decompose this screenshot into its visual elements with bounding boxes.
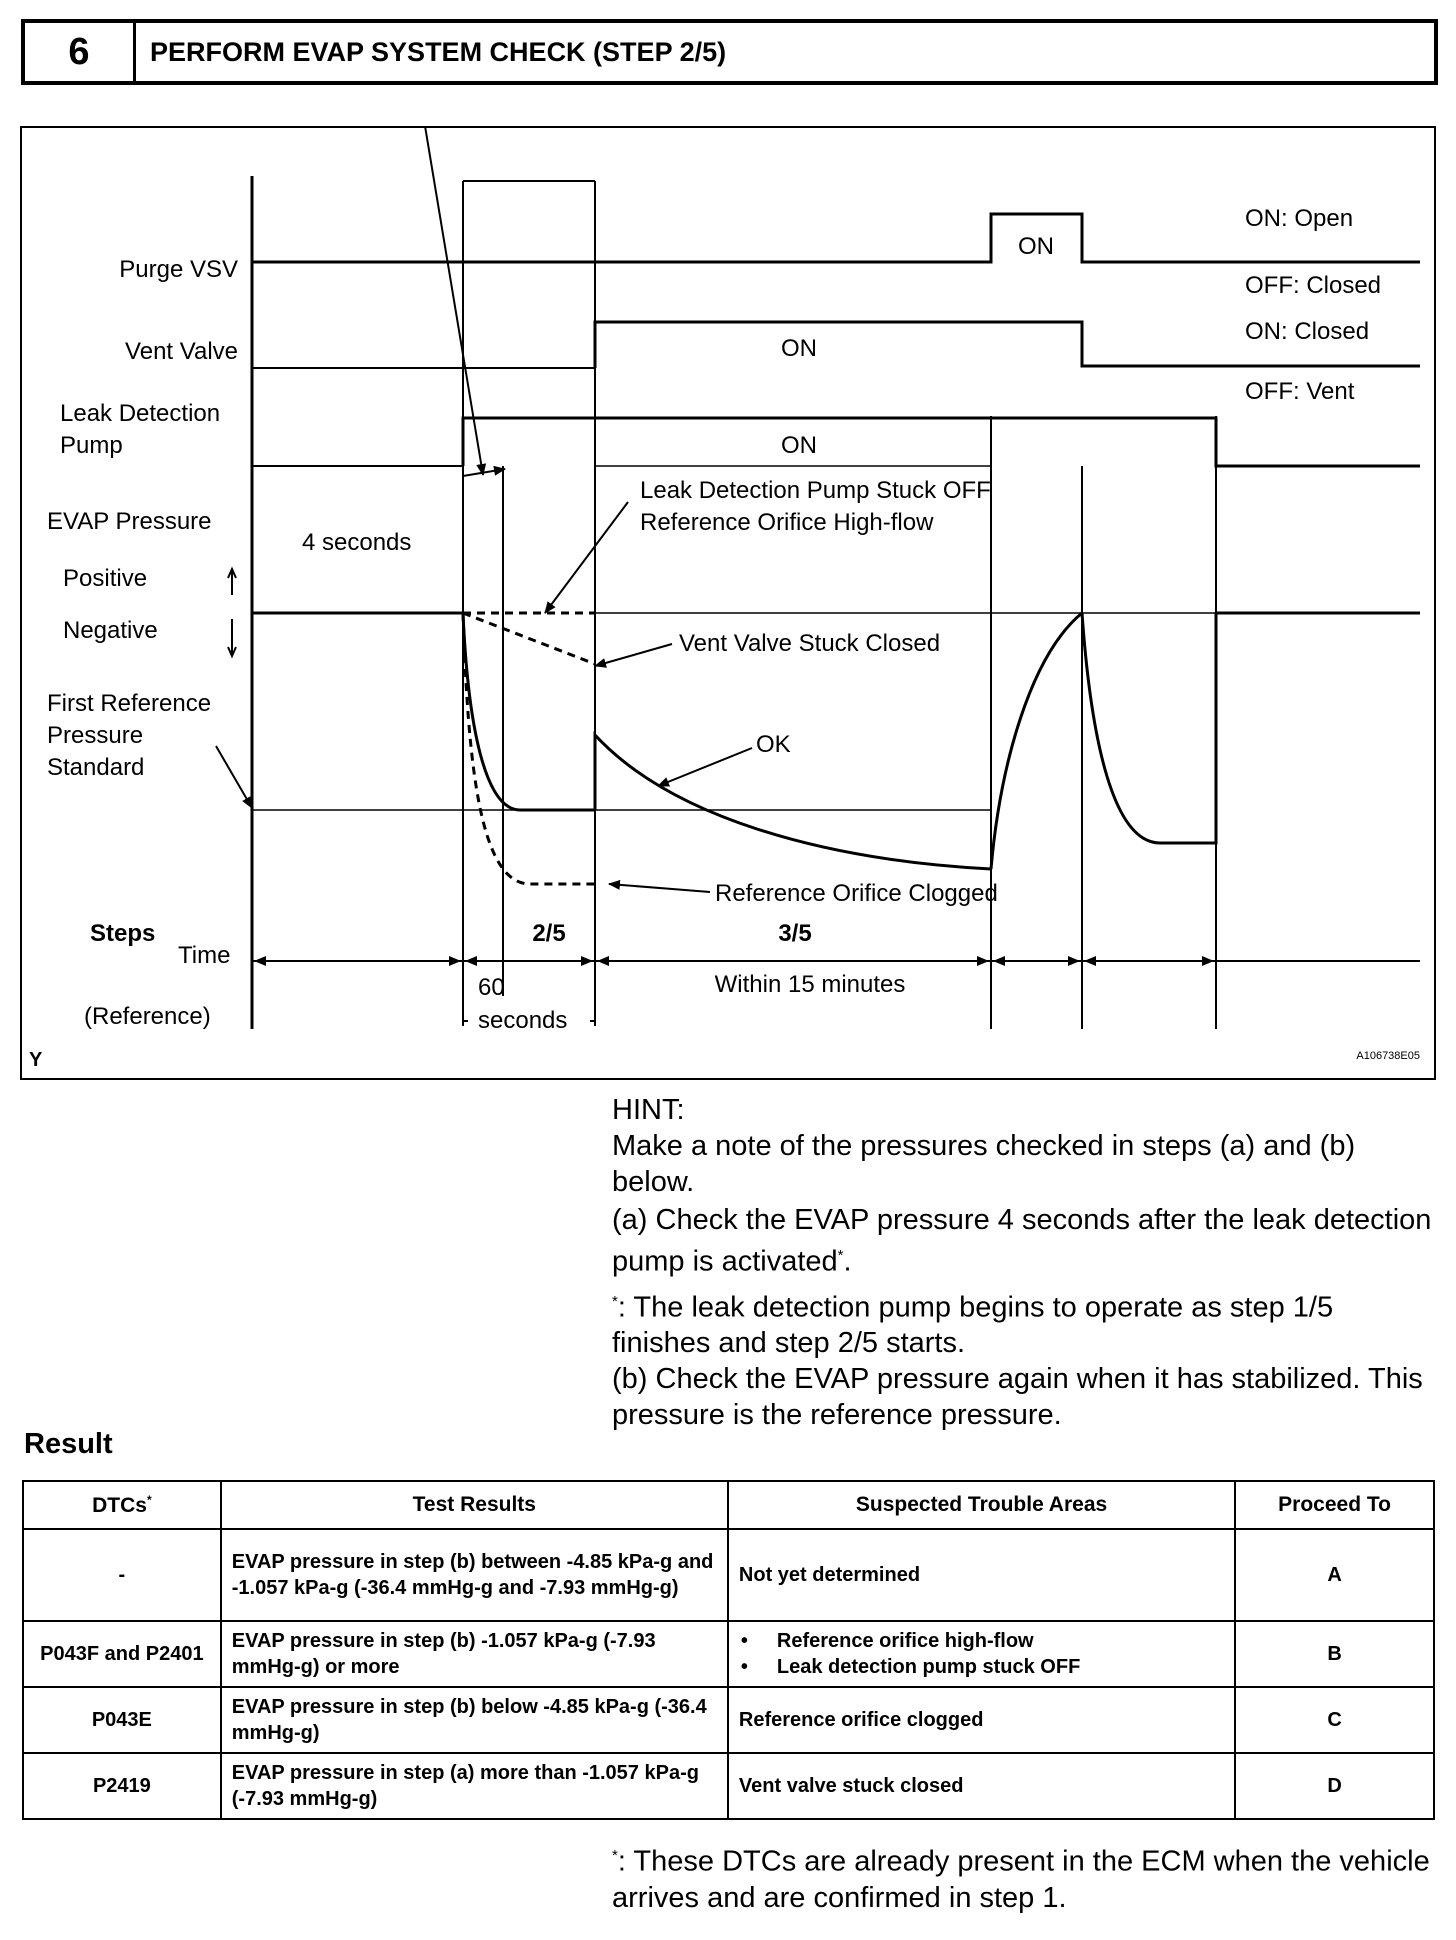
label-vent-valve: Vent Valve (125, 338, 238, 365)
cell-proceed: C (1235, 1687, 1434, 1753)
header-test-results: Test Results (221, 1481, 728, 1529)
label-60: 60 (478, 974, 505, 1001)
label-purge-vsv: Purge VSV (119, 256, 238, 283)
step-header (21, 19, 1438, 85)
label-time: Time (178, 942, 231, 969)
footnote: *: These DTCs are already present in the ECM when the vehicle arrives and are confirmed in step 1. (612, 1845, 1430, 1914)
header-suspected: Suspected Trouble Areas (728, 1481, 1235, 1529)
label-vent-on: ON (781, 335, 817, 362)
result-label: Result (24, 1428, 113, 1460)
cell-test: EVAP pressure in step (b) below -4.85 kPa-g (-36.4 mmHg-g) (221, 1687, 728, 1753)
table-row (23, 1687, 1434, 1753)
cell-test: EVAP pressure in step (b) between -4.85 kPa-g and -1.057 kPa-g (-36.4 mmHg-g and -7.93 mmHg-g) (221, 1529, 728, 1621)
label-steps: Steps (90, 920, 156, 947)
label-seconds: seconds (478, 1007, 568, 1034)
label-off-closed: OFF: Closed (1245, 272, 1382, 299)
label-within-15: Within 15 minutes (714, 971, 906, 998)
timing-diagram-svg (20, 126, 1437, 1081)
cell-test: EVAP pressure in step (b) -1.057 kPa-g (-7.93 mmHg-g) or more (221, 1621, 728, 1687)
label-first-ref-2: Pressure (47, 722, 144, 749)
suspected-item: • Reference orifice high-flow (739, 1628, 1224, 1654)
results-table (22, 1480, 1435, 1820)
pump-signal (252, 418, 1420, 466)
label-vent-stuck-closed: Vent Valve Stuck Closed (679, 630, 941, 657)
cell-suspected: Not yet determined (728, 1529, 1235, 1621)
figure-code: A106738E05 (1356, 1050, 1420, 1062)
label-negative: Negative (63, 617, 158, 644)
cell-proceed: B (1235, 1621, 1434, 1687)
hint-line-3: *: The leak detection pump begins to operate as step 1/5 finishes and step 2/5 starts. (612, 1291, 1334, 1360)
cell-proceed: D (1235, 1753, 1434, 1819)
label-reference: (Reference) (84, 1003, 211, 1030)
header-dtcs: DTCs* (23, 1481, 221, 1529)
label-first-ref-1: First Reference (47, 690, 212, 717)
cell-dtc: - (23, 1529, 221, 1621)
label-4-seconds: 4 seconds (302, 529, 412, 556)
cell-dtc: P2419 (23, 1753, 221, 1819)
cell-test: EVAP pressure in step (a) more than -1.057 kPa-g (-7.93 mmHg-g) (221, 1753, 728, 1819)
hint-line-2: (a) Check the EVAP pressure 4 seconds after the leak detection pump is activated*. (612, 1204, 1432, 1278)
cell-dtc: P043E (23, 1687, 221, 1753)
label-ref-clogged: Reference Orifice Clogged (715, 880, 998, 907)
cell-suspected: Reference orifice clogged (728, 1687, 1235, 1753)
label-on-open: ON: Open (1245, 205, 1354, 232)
label-off-vent: OFF: Vent (1245, 378, 1355, 405)
table-header-row (23, 1481, 1434, 1529)
step-title: PERFORM EVAP SYSTEM CHECK (STEP 2/5) (150, 36, 727, 67)
suspected-item: • Leak detection pump stuck OFF (739, 1654, 1224, 1680)
label-pump-on: ON (781, 432, 817, 459)
label-on-closed: ON: Closed (1245, 318, 1370, 345)
hint-line-4: (b) Check the EVAP pressure again when it has stabilized. This pressure is the reference pressure. (612, 1363, 1423, 1432)
header-proceed: Proceed To (1235, 1481, 1434, 1529)
label-pump-stuck-off: Leak Detection Pump Stuck OFF (640, 477, 991, 504)
label-step-3: 3/5 (778, 920, 812, 947)
hint-line-1: Make a note of the pressures checked in steps (a) and (b) below. (612, 1130, 1356, 1198)
label-step-2: 2/5 (532, 920, 566, 947)
cell-dtc: P043F and P2401 (23, 1621, 221, 1687)
table-row (23, 1529, 1434, 1621)
cell-suspected (728, 1621, 1235, 1687)
label-ref-high-flow: Reference Orifice High-flow (640, 509, 934, 536)
cell-proceed: A (1235, 1529, 1434, 1621)
timing-diagram (20, 126, 1437, 1081)
hint-block (612, 1092, 1432, 1433)
label-positive: Positive (63, 565, 148, 592)
label-first-ref-3: Standard (47, 754, 145, 781)
corner-mark: Y (29, 1049, 43, 1071)
table-row (23, 1621, 1434, 1687)
cell-suspected: Vent valve stuck closed (728, 1753, 1235, 1819)
label-purge-on: ON (1018, 233, 1054, 260)
step-number: 6 (25, 23, 136, 81)
label-pump-2: Pump (60, 432, 123, 459)
hint-title: HINT: (612, 1094, 685, 1126)
table-row (23, 1753, 1434, 1819)
label-ok: OK (756, 731, 791, 758)
label-pump-1: Leak Detection (60, 400, 221, 427)
label-evap-pressure: EVAP Pressure (47, 508, 212, 535)
